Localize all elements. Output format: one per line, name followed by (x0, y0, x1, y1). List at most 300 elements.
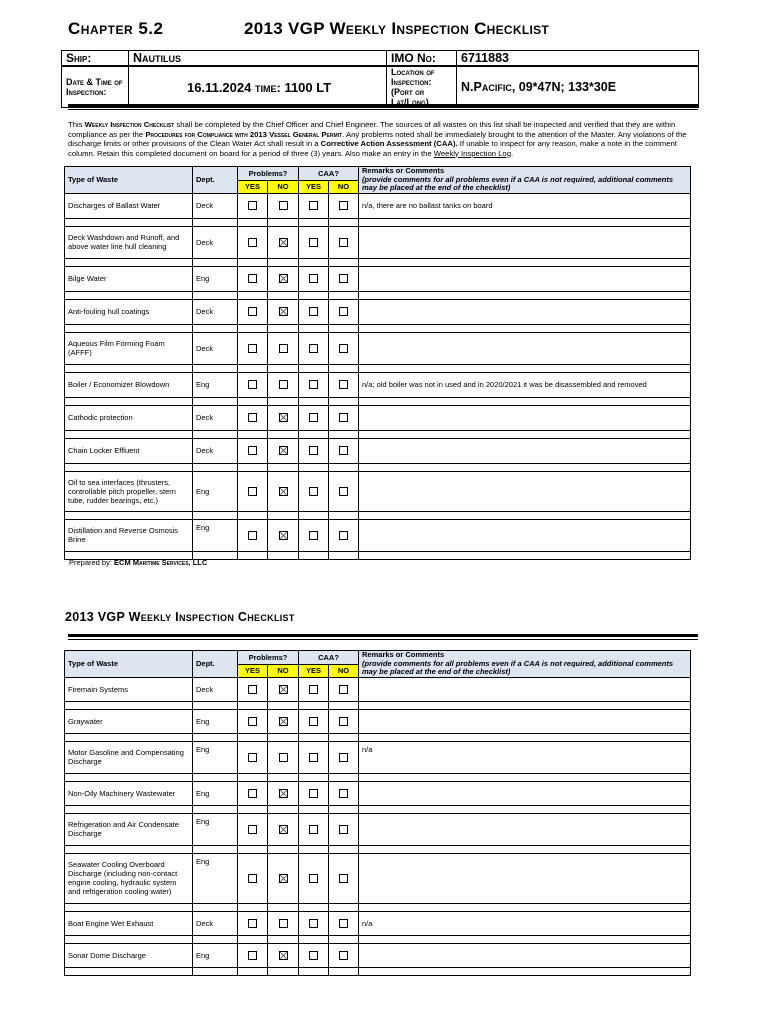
checkbox-cell (238, 332, 268, 364)
problems-no-checkbox[interactable] (279, 951, 288, 960)
problems-no-checkbox[interactable] (279, 685, 288, 694)
problems-yes-header: YES (238, 665, 268, 677)
checkbox-cell (268, 519, 299, 551)
spacer-cell (238, 733, 268, 741)
spacer-cell (359, 258, 691, 266)
intro-emphasis: Corrective Action Assessment (CAA). (320, 139, 458, 148)
problems-no-checkbox[interactable] (279, 201, 288, 210)
spacer-cell (193, 903, 238, 911)
caa-no-header: NO (329, 665, 359, 677)
caa-yes-checkbox[interactable] (309, 487, 318, 496)
spacer-cell (238, 551, 268, 559)
dept-cell: Deck (193, 911, 238, 935)
caa-yes-checkbox[interactable] (309, 307, 318, 316)
ship-value: Nautilus (129, 51, 387, 67)
type-of-waste-header: Type of Waste (65, 167, 193, 194)
spacer-cell (329, 324, 359, 332)
dept-cell: Eng (193, 519, 238, 551)
problems-no-checkbox[interactable] (279, 446, 288, 455)
caa-no-checkbox[interactable] (339, 446, 348, 455)
problems-no-checkbox[interactable] (279, 717, 288, 726)
caa-no-checkbox[interactable] (339, 274, 348, 283)
checkbox-cell (268, 943, 299, 967)
spacer-cell (268, 324, 299, 332)
spacer-cell (329, 511, 359, 519)
spacer-cell (65, 967, 193, 975)
row-spacer (65, 364, 691, 372)
dept-cell: Eng (193, 813, 238, 845)
problems-no-checkbox[interactable] (279, 238, 288, 247)
spacer-cell (299, 935, 329, 943)
checkbox-cell (329, 853, 359, 903)
row-spacer (65, 701, 691, 709)
remarks-cell[interactable]: n/a (359, 741, 691, 773)
spacer-cell (268, 805, 299, 813)
spacer-cell (359, 463, 691, 471)
remarks-cell[interactable] (359, 519, 691, 551)
checkbox-cell (268, 226, 299, 258)
spacer-cell (299, 430, 329, 438)
checklist-row (65, 405, 691, 430)
problems-no-checkbox[interactable] (279, 487, 288, 496)
intro-text: . (511, 148, 514, 158)
type-of-waste-header: Type of Waste (65, 651, 193, 678)
prepared-company: ECM Maritime Services, LLC (114, 558, 208, 567)
checkbox-cell (268, 741, 299, 773)
row-spacer (65, 805, 691, 813)
checkbox-cell (238, 193, 268, 218)
spacer-cell (329, 397, 359, 405)
problems-yes-checkbox[interactable] (248, 717, 257, 726)
spacer-cell (329, 291, 359, 299)
spacer-cell (268, 551, 299, 559)
checkbox-cell (238, 911, 268, 935)
checkbox-cell (299, 405, 329, 430)
caa-no-checkbox[interactable] (339, 307, 348, 316)
spacer-cell (238, 463, 268, 471)
checklist-table-2 (64, 650, 691, 976)
problems-no-checkbox[interactable] (279, 874, 288, 883)
problems-yes-checkbox[interactable] (248, 951, 257, 960)
checklist-row (65, 741, 691, 773)
caa-yes-checkbox[interactable] (309, 344, 318, 353)
problems-yes-checkbox[interactable] (248, 825, 257, 834)
dept-cell: Eng (193, 471, 238, 511)
dept-cell: Eng (193, 741, 238, 773)
caa-yes-checkbox[interactable] (309, 274, 318, 283)
caa-no-header: NO (329, 181, 359, 193)
checkbox-cell (268, 372, 299, 397)
checkbox-cell (329, 299, 359, 324)
checkbox-cell (299, 226, 329, 258)
spacer-cell (329, 845, 359, 853)
dept-cell: Eng (193, 943, 238, 967)
checkbox-cell (268, 193, 299, 218)
spacer-cell (193, 218, 238, 226)
spacer-cell (299, 805, 329, 813)
spacer-cell (193, 430, 238, 438)
checkbox-cell (238, 853, 268, 903)
problems-yes-checkbox[interactable] (248, 238, 257, 247)
spacer-cell (238, 218, 268, 226)
spacer-cell (299, 463, 329, 471)
checklist-row (65, 193, 691, 218)
checkbox-cell (268, 677, 299, 701)
spacer-cell (65, 701, 193, 709)
problems-yes-checkbox[interactable] (248, 531, 257, 540)
spacer-cell (359, 324, 691, 332)
intro-emphasis: Procedures for Compliance with 2013 Vessel General Permit (145, 129, 343, 139)
checklist-row (65, 781, 691, 805)
checklist-row (65, 332, 691, 364)
row-spacer (65, 845, 691, 853)
dept-cell: Deck (193, 226, 238, 258)
row-spacer (65, 291, 691, 299)
problems-no-checkbox[interactable] (279, 753, 288, 762)
problems-no-checkbox[interactable] (279, 825, 288, 834)
problems-yes-checkbox[interactable] (248, 874, 257, 883)
caa-no-checkbox[interactable] (339, 413, 348, 422)
spacer-cell (193, 845, 238, 853)
spacer-cell (329, 805, 359, 813)
problems-no-checkbox[interactable] (279, 380, 288, 389)
waste-type: Anti-fouling hull coatings (65, 299, 193, 324)
problems-yes-checkbox[interactable] (248, 789, 257, 798)
spacer-cell (65, 397, 193, 405)
row-spacer (65, 397, 691, 405)
caa-yes-checkbox[interactable] (309, 789, 318, 798)
checklist-row (65, 709, 691, 733)
checkbox-cell (238, 709, 268, 733)
problems-no-checkbox[interactable] (279, 344, 288, 353)
remarks-note: (provide comments for all problems even if a CAA is not required, additional comments may be placed at the end of the checklist) (362, 174, 674, 192)
remarks-cell[interactable] (359, 471, 691, 511)
checkbox-cell (238, 226, 268, 258)
waste-type: Cathodic protection (65, 405, 193, 430)
spacer-cell (359, 430, 691, 438)
spacer-cell (268, 511, 299, 519)
spacer-cell (193, 511, 238, 519)
problems-no-checkbox[interactable] (279, 307, 288, 316)
caa-yes-checkbox[interactable] (309, 380, 318, 389)
spacer-cell (299, 845, 329, 853)
row-spacer (65, 967, 691, 975)
checkbox-cell (329, 677, 359, 701)
checkbox-cell (329, 471, 359, 511)
spacer-cell (329, 935, 359, 943)
spacer-cell (238, 773, 268, 781)
remarks-cell[interactable] (359, 709, 691, 733)
dept-cell: Eng (193, 266, 238, 291)
waste-type: Aqueous Film Forming Foam (AFFF) (65, 332, 193, 364)
remarks-cell[interactable] (359, 332, 691, 364)
spacer-cell (299, 551, 329, 559)
dept-header: Dept. (193, 651, 238, 678)
remarks-cell[interactable] (359, 299, 691, 324)
time-value: 1100 LT (284, 79, 332, 95)
section-divider (68, 104, 698, 107)
checkbox-cell (238, 405, 268, 430)
checkbox-cell (268, 438, 299, 463)
problems-no-checkbox[interactable] (279, 413, 288, 422)
caa-yes-checkbox[interactable] (309, 951, 318, 960)
spacer-cell (268, 397, 299, 405)
checkbox-cell (329, 226, 359, 258)
problems-yes-checkbox[interactable] (248, 753, 257, 762)
spacer-cell (329, 701, 359, 709)
spacer-cell (329, 733, 359, 741)
checkbox-cell (238, 519, 268, 551)
caa-no-checkbox[interactable] (339, 380, 348, 389)
spacer-cell (193, 773, 238, 781)
dept-cell: Eng (193, 709, 238, 733)
spacer-cell (268, 773, 299, 781)
waste-type: Bilge Water (65, 266, 193, 291)
problems-yes-checkbox[interactable] (248, 487, 257, 496)
caa-no-checkbox[interactable] (339, 531, 348, 540)
section-divider (68, 634, 698, 637)
caa-yes-checkbox[interactable] (309, 874, 318, 883)
spacer-cell (329, 463, 359, 471)
spacer-cell (238, 903, 268, 911)
checkbox-cell (238, 677, 268, 701)
spacer-cell (238, 511, 268, 519)
remarks-cell[interactable] (359, 813, 691, 845)
problems-yes-checkbox[interactable] (248, 919, 257, 928)
location-value: N.Pacific, 09*47N; 133*30E (457, 66, 699, 108)
spacer-cell (359, 551, 691, 559)
caa-no-checkbox[interactable] (339, 951, 348, 960)
section-title: 2013 VGP Weekly Inspection Checklist (65, 610, 295, 624)
spacer-cell (359, 733, 691, 741)
spacer-cell (238, 935, 268, 943)
time-word: time: (254, 79, 281, 95)
spacer-cell (268, 430, 299, 438)
caa-yes-checkbox[interactable] (309, 919, 318, 928)
remarks-cell[interactable] (359, 781, 691, 805)
caa-no-checkbox[interactable] (339, 753, 348, 762)
problems-yes-checkbox[interactable] (248, 413, 257, 422)
checkbox-cell (329, 943, 359, 967)
remarks-cell[interactable] (359, 943, 691, 967)
spacer-cell (299, 397, 329, 405)
spacer-cell (268, 903, 299, 911)
checkbox-cell (268, 813, 299, 845)
problems-yes-checkbox[interactable] (248, 274, 257, 283)
checkbox-cell (299, 813, 329, 845)
datetime-label: Date & Time of Inspection: (62, 66, 129, 108)
spacer-cell (329, 218, 359, 226)
checkbox-cell (268, 781, 299, 805)
intro-emphasis: Weekly Inspection Checklist (84, 120, 175, 129)
remarks-cell[interactable]: n/a (359, 911, 691, 935)
remarks-cell[interactable] (359, 266, 691, 291)
checklist-row (65, 853, 691, 903)
caa-yes-checkbox[interactable] (309, 753, 318, 762)
spacer-cell (299, 967, 329, 975)
checkbox-cell (238, 471, 268, 511)
caa-yes-checkbox[interactable] (309, 446, 318, 455)
caa-header: CAA? (299, 167, 359, 181)
problems-header: Problems? (238, 651, 299, 665)
dept-cell: Eng (193, 781, 238, 805)
dept-header: Dept. (193, 167, 238, 194)
waste-type: Graywater (65, 709, 193, 733)
spacer-cell (238, 430, 268, 438)
remarks-title: Remarks or Comments (362, 650, 445, 659)
spacer-cell (65, 805, 193, 813)
caa-no-checkbox[interactable] (339, 344, 348, 353)
problems-yes-checkbox[interactable] (248, 344, 257, 353)
waste-type: Distillation and Reverse Osmosis Brine (65, 519, 193, 551)
spacer-cell (193, 463, 238, 471)
remarks-cell[interactable] (359, 405, 691, 430)
spacer-cell (193, 935, 238, 943)
problems-yes-checkbox[interactable] (248, 380, 257, 389)
checkbox-cell (268, 911, 299, 935)
checkbox-cell (299, 911, 329, 935)
dept-cell: Deck (193, 405, 238, 430)
remarks-cell[interactable] (359, 438, 691, 463)
row-spacer (65, 935, 691, 943)
caa-yes-checkbox[interactable] (309, 201, 318, 210)
date-value: 16.11.2024 (187, 79, 252, 95)
waste-type: Boat Engine Wet Exhaust (65, 911, 193, 935)
checklist-row (65, 438, 691, 463)
dept-cell: Deck (193, 332, 238, 364)
waste-type: Boiler / Economizer Blowdown (65, 372, 193, 397)
remarks-cell[interactable]: n/a; old boiler was not in used and in 2020/2021 it was be disassembled and removed (359, 372, 691, 397)
checkbox-cell (299, 519, 329, 551)
checklist-row (65, 911, 691, 935)
checkbox-cell (268, 299, 299, 324)
problems-no-header: NO (268, 665, 299, 677)
remarks-cell[interactable] (359, 677, 691, 701)
problems-no-checkbox[interactable] (279, 274, 288, 283)
checkbox-cell (299, 332, 329, 364)
caa-no-checkbox[interactable] (339, 238, 348, 247)
caa-no-checkbox[interactable] (339, 487, 348, 496)
spacer-cell (329, 967, 359, 975)
checklist-row (65, 471, 691, 511)
spacer-cell (268, 218, 299, 226)
checkbox-cell (238, 299, 268, 324)
caa-yes-header: YES (299, 665, 329, 677)
imo-value: 6711883 (457, 51, 699, 67)
spacer-cell (268, 967, 299, 975)
spacer-cell (65, 430, 193, 438)
intro-text: If unable to inspect for any reason, make a note in the comment column. Retain this completed document on board for a period of three (3) years. Also make an entry in the (68, 139, 677, 158)
remarks-cell[interactable] (359, 853, 691, 903)
checkbox-cell (329, 741, 359, 773)
spacer-cell (193, 967, 238, 975)
row-spacer (65, 430, 691, 438)
spacer-cell (299, 291, 329, 299)
spacer-cell (299, 258, 329, 266)
caa-no-checkbox[interactable] (339, 825, 348, 834)
spacer-cell (359, 291, 691, 299)
waste-type: Oil to sea interfaces (thrusters, controllable pitch propeller, stern tube, rudder bearings, etc.) (65, 471, 193, 511)
spacer-cell (359, 935, 691, 943)
checkbox-cell (329, 332, 359, 364)
dept-cell: Eng (193, 853, 238, 903)
problems-yes-checkbox[interactable] (248, 685, 257, 694)
caa-no-checkbox[interactable] (339, 717, 348, 726)
spacer-cell (65, 364, 193, 372)
caa-yes-checkbox[interactable] (309, 413, 318, 422)
remarks-cell[interactable] (359, 226, 691, 258)
instructions-paragraph (68, 120, 700, 158)
spacer-cell (65, 218, 193, 226)
spacer-cell (238, 291, 268, 299)
spacer-cell (193, 324, 238, 332)
checkbox-cell (299, 372, 329, 397)
problems-yes-checkbox[interactable] (248, 307, 257, 316)
prepared-by (69, 558, 207, 567)
checkbox-cell (329, 193, 359, 218)
spacer-cell (359, 511, 691, 519)
caa-no-checkbox[interactable] (339, 789, 348, 798)
caa-yes-checkbox[interactable] (309, 531, 318, 540)
caa-yes-checkbox[interactable] (309, 717, 318, 726)
row-spacer (65, 463, 691, 471)
row-spacer (65, 733, 691, 741)
problems-no-checkbox[interactable] (279, 531, 288, 540)
caa-no-checkbox[interactable] (339, 685, 348, 694)
spacer-cell (268, 845, 299, 853)
spacer-cell (65, 291, 193, 299)
checkbox-cell (329, 781, 359, 805)
spacer-cell (359, 701, 691, 709)
caa-no-checkbox[interactable] (339, 201, 348, 210)
spacer-cell (238, 324, 268, 332)
spacer-cell (329, 551, 359, 559)
waste-type: Motor Gasoline and Compensating Discharge (65, 741, 193, 773)
checkbox-cell (238, 813, 268, 845)
spacer-cell (299, 701, 329, 709)
spacer-cell (359, 903, 691, 911)
checkbox-cell (299, 471, 329, 511)
spacer-cell (299, 364, 329, 372)
problems-yes-checkbox[interactable] (248, 446, 257, 455)
checkbox-cell (299, 943, 329, 967)
problems-header: Problems? (238, 167, 299, 181)
problems-yes-checkbox[interactable] (248, 201, 257, 210)
spacer-cell (65, 845, 193, 853)
problems-no-checkbox[interactable] (279, 789, 288, 798)
problems-no-checkbox[interactable] (279, 919, 288, 928)
spacer-cell (238, 701, 268, 709)
checkbox-cell (299, 266, 329, 291)
caa-yes-checkbox[interactable] (309, 238, 318, 247)
spacer-cell (238, 967, 268, 975)
caa-no-checkbox[interactable] (339, 874, 348, 883)
spacer-cell (193, 805, 238, 813)
spacer-cell (193, 364, 238, 372)
caa-yes-checkbox[interactable] (309, 685, 318, 694)
remarks-cell[interactable]: n/a, there are no ballast tanks on board (359, 193, 691, 218)
caa-yes-checkbox[interactable] (309, 825, 318, 834)
imo-label: IMO No: (387, 51, 457, 67)
spacer-cell (268, 364, 299, 372)
checklist-table-1 (64, 166, 691, 560)
spacer-cell (268, 701, 299, 709)
spacer-cell (193, 701, 238, 709)
waste-type: Firemain Systems (65, 677, 193, 701)
spacer-cell (329, 258, 359, 266)
waste-type: Discharges of Ballast Water (65, 193, 193, 218)
caa-no-checkbox[interactable] (339, 919, 348, 928)
